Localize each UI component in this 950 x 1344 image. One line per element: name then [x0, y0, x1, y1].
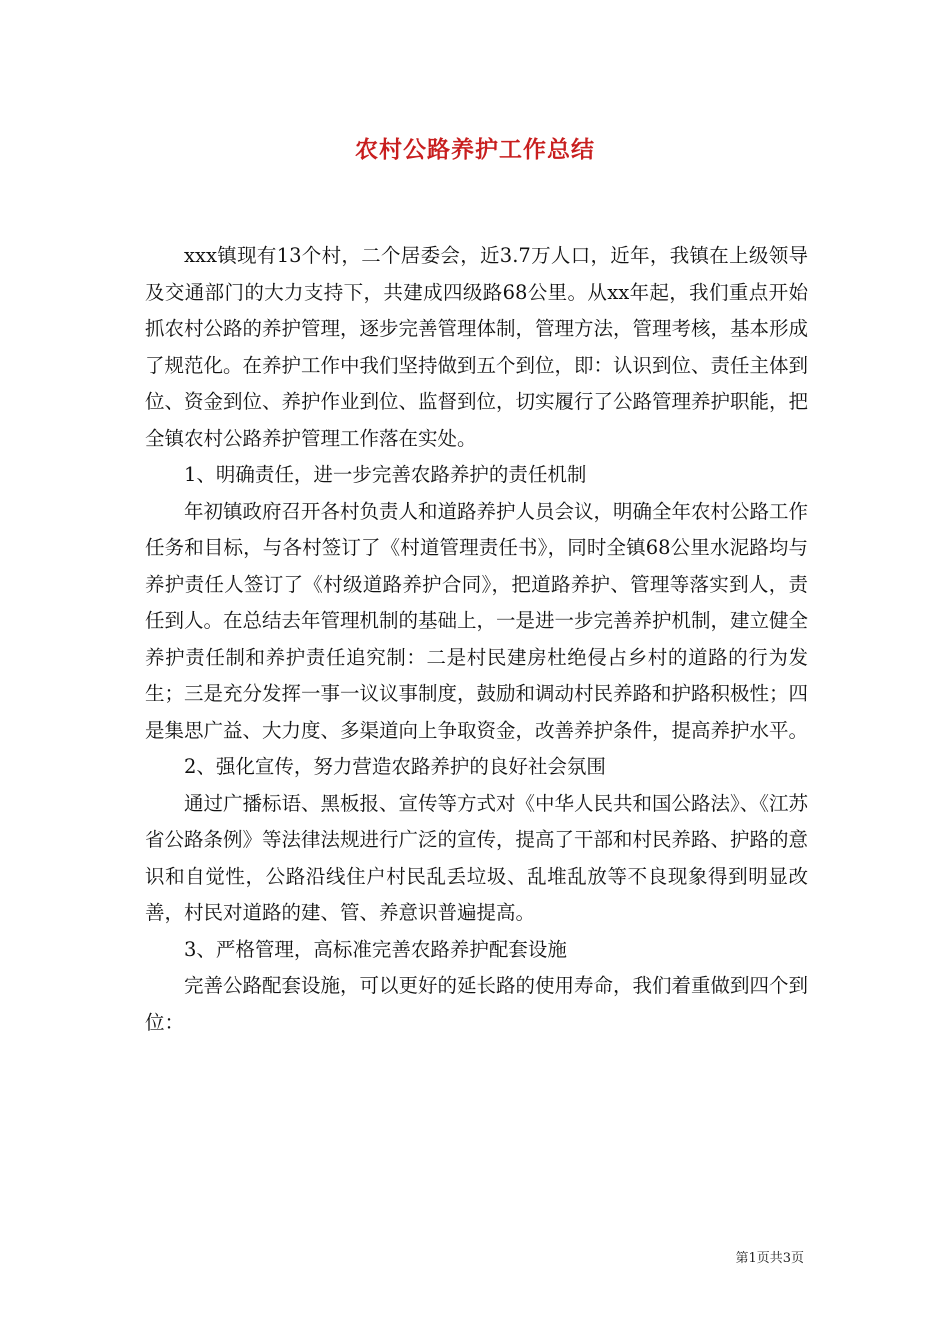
paragraph-section-1: 年初镇政府召开各村负责人和道路养护人员会议，明确全年农村公路工作任务和目标，与各村签订了《村道管理责任书》，同时全镇68公里水泥路均与养护责任人签订了《村级道路养护合同》，把道路养护、管理等落实到人，责任到人。在总结去年管理机制的基础上，一是进一步完善养护机制，建立健全养护责任制和养护责任追究制：二是村民建房杜绝侵占乡村的道路的行为发生；三是充分发挥一事一议议事制度，鼓励和调动村民养路和护路积极性；四是集思广益、大力度、多渠道向上争取资金，改善养护条件，提高养护水平。	[145, 499, 809, 742]
section-heading-2: 2、强化宣传，努力营造农路养护的良好社会氛围	[184, 755, 606, 778]
document-body	[145, 238, 808, 1041]
section-heading-3: 3、严格管理，高标准完善农路养护配套设施	[184, 937, 567, 961]
page-title: 农村公路养护工作总结	[355, 136, 595, 163]
paragraph-intro: xxx镇现有13个村，二个居委会，近3.7万人口，近年，我镇在上级领导及交通部门的大力支持下，共建成四级路68公里。从xx年起，我们重点开始抓农村公路的养护管理，逐步完善管理体制，管理方法，管理考核，基本形成了规范化。在养护工作中我们坚持做到五个到位，即：认识到位、责任主体到位、资金到位、养护作业到位、监督到位，切实履行了公路管理养护职能，把全镇农村公路养护管理工作落在实处。	[145, 244, 809, 450]
page-number: 第1页共3页	[735, 1251, 804, 1266]
section-heading-1: 1、明确责任，进一步完善农路养护的责任机制	[184, 463, 587, 486]
paragraph-section-2: 通过广播标语、黑板报、宣传等方式对《中华人民共和国公路法》、《江苏省公路条例》等法律法规进行广泛的宣传，提高了干部和村民养路、护路的意识和自觉性，公路沿线住户村民乱丢垃圾、乱堆乱放等不良现象得到明显改善，村民对道路的建、管、养意识普遍提高。	[145, 791, 809, 924]
paragraph-section-3: 完善公路配套设施，可以更好的延长路的使用寿命，我们着重做到四个到位：	[145, 974, 809, 1034]
